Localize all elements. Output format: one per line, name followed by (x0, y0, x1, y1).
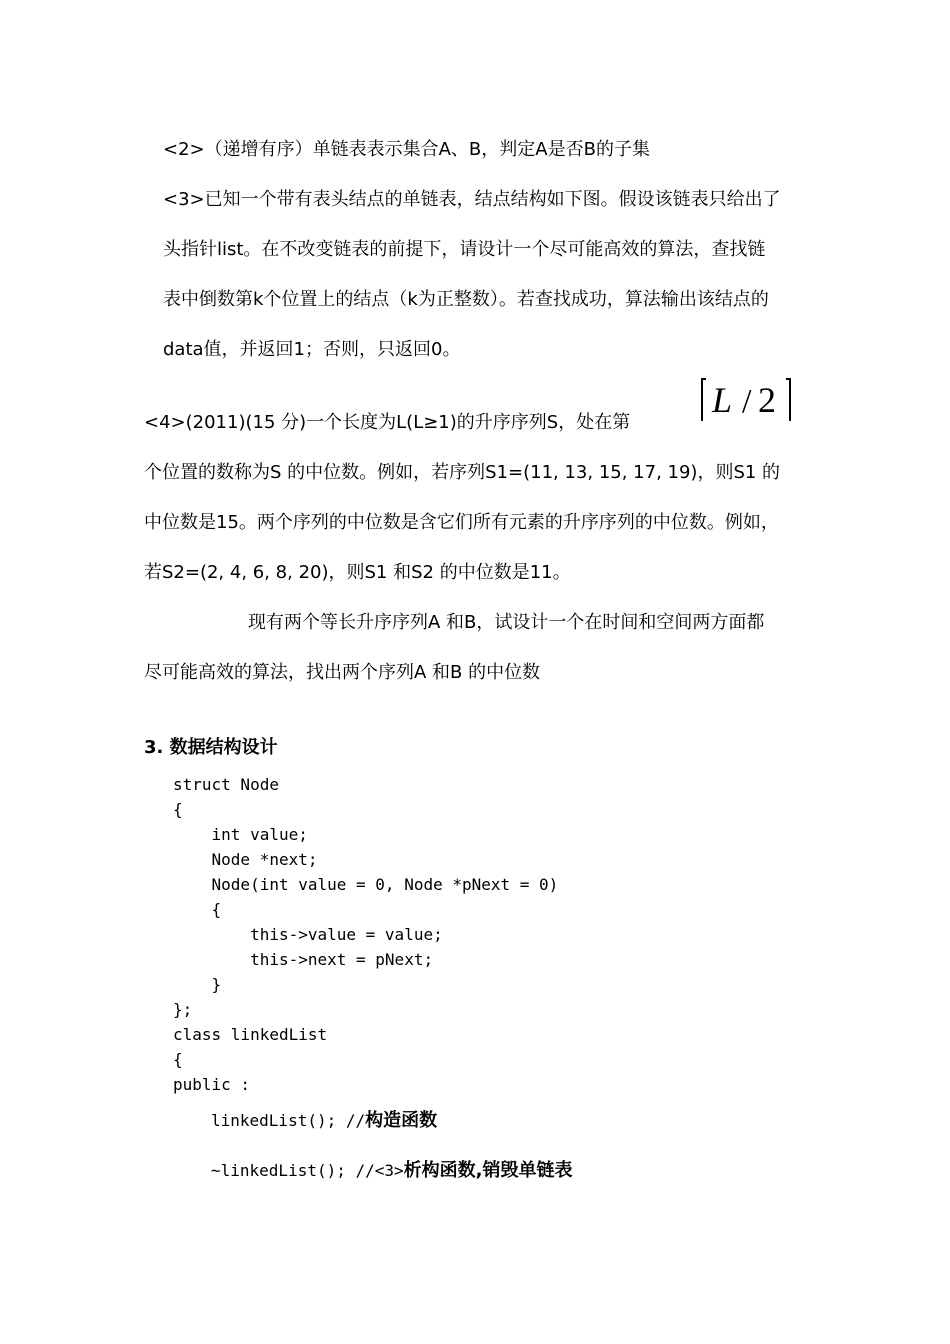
destructor-line (211, 1159, 573, 1183)
problem-4-line-3: 中位数是15。两个序列的中位数是含它们所有元素的升序序列的中位数。例如， (144, 512, 779, 533)
left-ceiling-bracket (702, 379, 706, 421)
right-ceiling-bracket (786, 379, 790, 421)
constructor-line (211, 1109, 437, 1133)
problem-4-line-1: <4>(2011)(15 分)一个长度为L(L≥1)的升序序列S，处在第 (144, 412, 631, 433)
section-heading: 3. 数据结构设计 (144, 737, 278, 758)
formula-slash: / (742, 383, 752, 420)
problem-2-text: <2>（递增有序）单链表表示集合A、B，判定A是否B的子集 (163, 139, 650, 160)
problem-3-line-4: data值，并返回1；否则，只返回0。 (163, 339, 461, 360)
problem-4-line-4: 若S2=(2, 4, 6, 8, 20)，则S1 和S2 的中位数是11。 (144, 562, 571, 583)
code-block: struct Node { int value; Node *next; Node(int value = 0, Node *pNext = 0) { this->value = value; this->next = pNext; } }; class linkedList { public : (173, 775, 559, 1094)
problem-3-line-3: 表中倒数第k个位置上的结点（k为正整数）。若查找成功，算法输出该结点的 (163, 289, 769, 310)
formula-variable-l: L (712, 380, 733, 420)
destructor-code: ~linkedList(); //<3> (211, 1161, 404, 1180)
problem-4-line-2: 个位置的数称为S 的中位数。例如，若序列S1=(11, 13, 15, 17, 19)，则S1 的 (144, 462, 781, 483)
formula-number-two: 2 (758, 380, 776, 420)
constructor-comment: 构造函数 (365, 1110, 438, 1131)
problem-3-line-1: <3>已知一个带有表头结点的单链表，结点结构如下图。假设该链表只给出了 (163, 189, 781, 210)
constructor-code: linkedList(); // (211, 1111, 366, 1130)
destructor-comment: 析构函数,销毁单链表 (403, 1160, 573, 1181)
problem-5-line-2: 尽可能高效的算法，找出两个序列A 和B 的中位数 (144, 662, 541, 683)
problem-3-line-2: 头指针list。在不改变链表的前提下，请设计一个尽可能高效的算法，查找链 (163, 239, 766, 260)
ceiling-l-over-2-formula (700, 375, 792, 423)
problem-5-line-1: 现有两个等长升序序列A 和B，试设计一个在时间和空间两方面都 (248, 612, 765, 633)
